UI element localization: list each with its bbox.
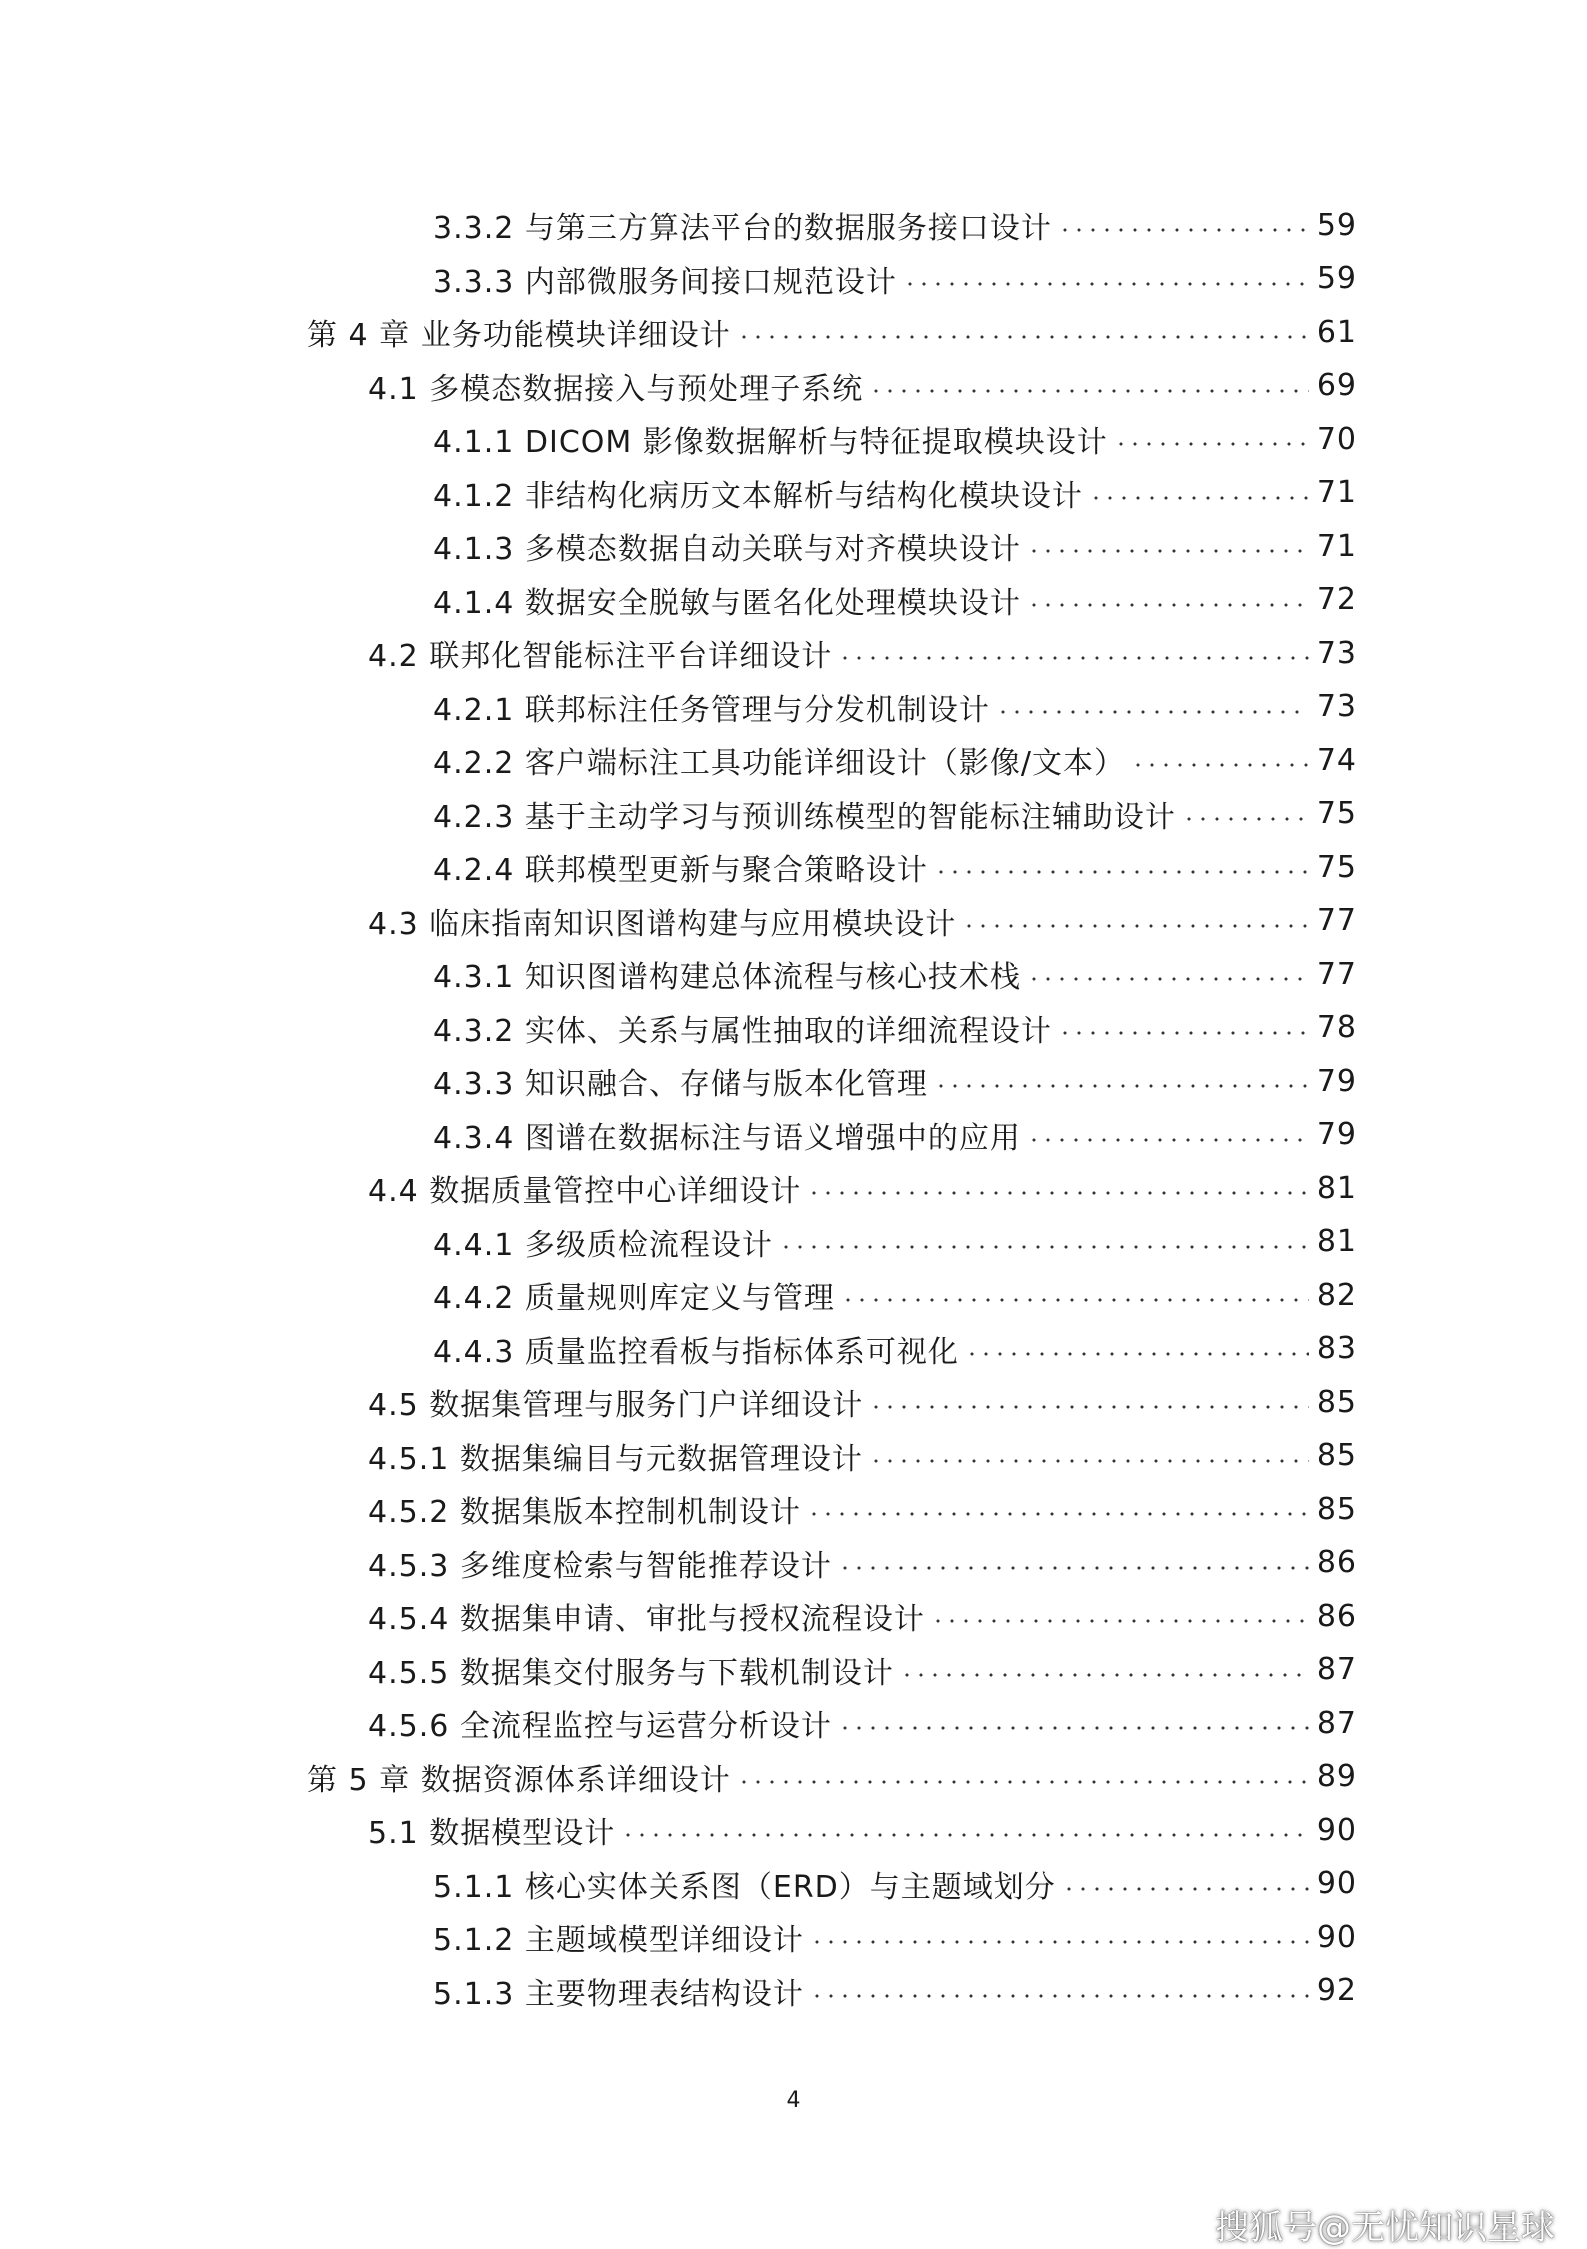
toc-leader-dots [807, 1499, 1309, 1529]
toc-entry-title: 4.1.2 非结构化病历文本解析与结构化模块设计 [433, 471, 1089, 515]
toc-entry[interactable] [433, 1324, 1357, 1374]
page-number: 4 [786, 2088, 801, 2113]
toc-leader-dots [934, 857, 1309, 887]
toc-leader-dots [900, 1660, 1309, 1690]
toc-leader-dots [1089, 483, 1309, 513]
toc-leader-dots [737, 1767, 1309, 1797]
toc-entry[interactable] [433, 1003, 1357, 1053]
toc-entry-page: 69 [1316, 368, 1357, 403]
toc-entry-page: 61 [1316, 314, 1357, 350]
toc-leader-dots [810, 1981, 1309, 2011]
toc-entry-page: 71 [1316, 475, 1357, 510]
toc-entry-title: 4.5.1 数据集编目与元数据管理设计 [368, 1434, 869, 1478]
toc-entry-title: 4.1.1 DICOM 影像数据解析与特征提取模块设计 [433, 417, 1114, 461]
toc-entry-page: 81 [1316, 1224, 1357, 1259]
toc-entry-page: 70 [1316, 421, 1357, 457]
toc-leader-dots [1058, 215, 1309, 245]
toc-entry-page: 79 [1316, 1117, 1357, 1152]
toc-entry[interactable] [368, 1484, 1357, 1534]
toc-entry-title: 4.4 数据质量管控中心详细设计 [368, 1166, 807, 1210]
toc-leader-dots [838, 643, 1309, 673]
toc-entry-title: 4.3.2 实体、关系与属性抽取的详细流程设计 [433, 1006, 1058, 1050]
toc-entry-title: 4.5.4 数据集申请、审批与授权流程设计 [368, 1594, 931, 1638]
toc-entry-title: 4.3.1 知识图谱构建总体流程与核心技术栈 [433, 952, 1027, 996]
toc-leader-dots [1058, 1018, 1309, 1048]
toc-entry[interactable] [433, 842, 1357, 892]
toc-entry[interactable] [433, 735, 1357, 785]
toc-entry[interactable] [433, 1912, 1357, 1962]
toc-entry-title: 4.5 数据集管理与服务门户详细设计 [368, 1380, 869, 1424]
toc-entry-title: 4.3 临床指南知识图谱构建与应用模块设计 [368, 899, 962, 943]
toc-entry[interactable] [433, 521, 1357, 571]
toc-entry-title: 5.1.1 核心实体关系图（ERD）与主题域划分 [433, 1862, 1062, 1906]
toc-entry[interactable] [433, 1110, 1357, 1160]
toc-entry[interactable] [433, 949, 1357, 999]
toc-entry[interactable] [433, 575, 1357, 625]
toc-leader-dots [931, 1606, 1309, 1636]
toc-entry-title: 3.3.2 与第三方算法平台的数据服务接口设计 [433, 203, 1058, 247]
toc-entry-page: 90 [1316, 1919, 1357, 1955]
toc-leader-dots [1027, 536, 1309, 566]
toc-entry-title: 4.4.3 质量监控看板与指标体系可视化 [433, 1327, 965, 1371]
toc-entry-title: 5.1.2 主题域模型详细设计 [433, 1915, 810, 1959]
toc-leader-dots [869, 376, 1309, 406]
toc-leader-dots [869, 1446, 1309, 1476]
toc-entry-page: 75 [1316, 796, 1357, 831]
toc-entry-page: 75 [1316, 849, 1357, 885]
toc-entry-page: 86 [1316, 1598, 1357, 1634]
toc-entry-title: 4.1 多模态数据接入与预处理子系统 [368, 364, 869, 408]
toc-entry-title: 3.3.3 内部微服务间接口规范设计 [433, 257, 903, 301]
toc-entry-page: 82 [1316, 1277, 1357, 1313]
toc-leader-dots [838, 1713, 1309, 1743]
toc-entry[interactable] [433, 1056, 1357, 1106]
toc-entry-title: 4.1.3 多模态数据自动关联与对齐模块设计 [433, 524, 1027, 568]
toc-leader-dots [1027, 1125, 1309, 1155]
toc-leader-dots [621, 1820, 1309, 1850]
toc-entry-title: 第 5 章 数据资源体系详细设计 [307, 1755, 737, 1799]
toc-entry-page: 87 [1316, 1705, 1357, 1741]
toc-entry-page: 92 [1316, 1973, 1357, 2008]
toc-entry-page: 90 [1316, 1866, 1357, 1901]
toc-entry[interactable] [307, 307, 1357, 357]
toc-entry-page: 85 [1316, 1438, 1357, 1473]
toc-leader-dots [903, 269, 1309, 299]
toc-entry[interactable] [433, 682, 1357, 732]
toc-entry-page: 87 [1316, 1652, 1357, 1687]
toc-entry[interactable] [433, 468, 1357, 518]
toc-entry[interactable] [433, 414, 1357, 464]
toc-entry[interactable] [433, 1859, 1357, 1909]
toc-entry-page: 89 [1316, 1759, 1357, 1794]
toc-entry-page: 85 [1316, 1384, 1357, 1420]
toc-leader-dots [838, 1553, 1309, 1583]
toc-entry-title: 4.4.2 质量规则库定义与管理 [433, 1273, 841, 1317]
toc-entry[interactable] [368, 1163, 1357, 1213]
toc-leader-dots [779, 1232, 1309, 1262]
toc-leader-dots [1131, 750, 1309, 780]
toc-leader-dots [810, 1927, 1309, 1957]
toc-entry-page: 86 [1316, 1545, 1357, 1580]
toc-entry-title: 4.2.4 联邦模型更新与聚合策略设计 [433, 845, 934, 889]
watermark: 搜狐号@无忧知识星球 [1215, 2208, 1555, 2248]
toc-leader-dots [1182, 804, 1309, 834]
toc-entry-title: 4.3.4 图谱在数据标注与语义增强中的应用 [433, 1113, 1027, 1157]
toc-entry-title: 4.5.3 多维度检索与智能推荐设计 [368, 1541, 838, 1585]
toc-entry[interactable] [368, 1431, 1357, 1481]
toc-entry-title: 5.1.3 主要物理表结构设计 [433, 1969, 810, 2013]
toc-entry-page: 74 [1316, 742, 1357, 778]
toc-entry-page: 79 [1316, 1063, 1357, 1099]
toc-entry-page: 83 [1316, 1331, 1357, 1366]
toc-entry-page: 59 [1316, 207, 1357, 243]
toc-entry-title: 4.2 联邦化智能标注平台详细设计 [368, 631, 838, 675]
toc-entry-title: 5.1 数据模型设计 [368, 1808, 621, 1852]
toc-entry[interactable] [433, 1217, 1357, 1267]
toc-leader-dots [962, 911, 1309, 941]
toc-entry[interactable] [368, 1538, 1357, 1588]
toc-entry-title: 4.2.3 基于主动学习与预训练模型的智能标注辅助设计 [433, 792, 1182, 836]
toc-entry-page: 73 [1316, 689, 1357, 724]
toc-entry-title: 4.4.1 多级质检流程设计 [433, 1220, 779, 1264]
toc-entry-page: 85 [1316, 1491, 1357, 1527]
toc-entry[interactable] [433, 254, 1357, 304]
toc-entry-title: 4.5.6 全流程监控与运营分析设计 [368, 1701, 838, 1745]
toc-leader-dots [807, 1178, 1309, 1208]
toc-entry-title: 4.5.5 数据集交付服务与下载机制设计 [368, 1648, 900, 1692]
toc-entry-page: 77 [1316, 903, 1357, 938]
toc-entry[interactable] [368, 1377, 1357, 1427]
toc-leader-dots [737, 322, 1309, 352]
toc-entry-page: 78 [1316, 1010, 1357, 1045]
toc-leader-dots [934, 1071, 1309, 1101]
toc-entry[interactable] [433, 789, 1357, 839]
toc-entry-page: 73 [1316, 635, 1357, 671]
toc-leader-dots [1027, 964, 1309, 994]
toc-leader-dots [841, 1285, 1309, 1315]
toc-entry[interactable] [368, 1698, 1357, 1748]
toc-entry-page: 77 [1316, 956, 1357, 992]
toc-leader-dots [1062, 1874, 1309, 1904]
toc-entry[interactable] [433, 200, 1357, 250]
toc-leader-dots [1027, 590, 1309, 620]
toc-entry-title: 4.3.3 知识融合、存储与版本化管理 [433, 1059, 934, 1103]
toc-entry[interactable] [433, 1270, 1357, 1320]
toc-leader-dots [869, 1392, 1309, 1422]
toc-entry-title: 4.2.2 客户端标注工具功能详细设计（影像/文本） [433, 738, 1131, 782]
toc-entry[interactable] [307, 1752, 1357, 1802]
toc-entry[interactable] [368, 896, 1357, 946]
toc-leader-dots [965, 1339, 1309, 1369]
toc-entry-page: 59 [1316, 261, 1357, 296]
toc-entry[interactable] [368, 1805, 1357, 1855]
toc-entry[interactable] [368, 1591, 1357, 1641]
toc-entry[interactable] [368, 1645, 1357, 1695]
toc-entry-title: 第 4 章 业务功能模块详细设计 [307, 310, 737, 354]
toc-entry[interactable] [368, 628, 1357, 678]
toc-entry-title: 4.2.1 联邦标注任务管理与分发机制设计 [433, 685, 996, 729]
toc-entry-page: 72 [1316, 582, 1357, 617]
toc-leader-dots [996, 697, 1309, 727]
toc-entry-title: 4.5.2 数据集版本控制机制设计 [368, 1487, 807, 1531]
toc-entry-page: 90 [1316, 1812, 1357, 1848]
toc-entry-page: 81 [1316, 1170, 1357, 1206]
toc-leader-dots [1114, 429, 1309, 459]
toc-entry-title: 4.1.4 数据安全脱敏与匿名化处理模块设计 [433, 578, 1027, 622]
toc-entry-page: 71 [1316, 528, 1357, 564]
toc-entry[interactable] [433, 1966, 1357, 2016]
toc-entry[interactable] [368, 361, 1357, 411]
